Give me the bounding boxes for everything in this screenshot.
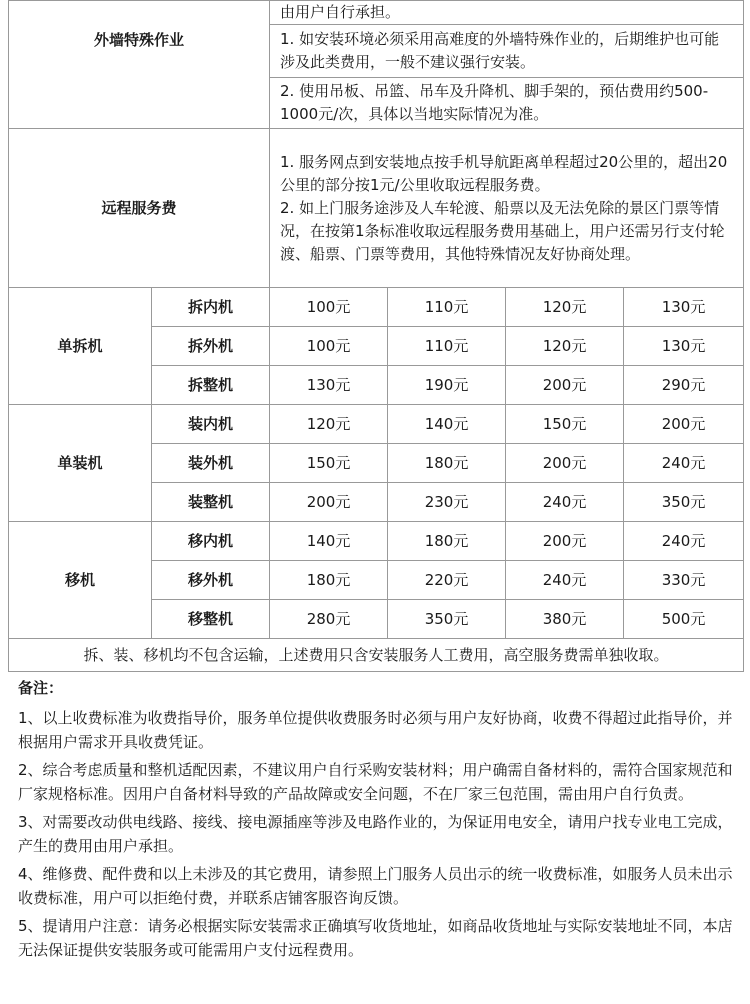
price-cell: 230元 <box>388 483 506 522</box>
special-work-title: 外墙特殊作业 <box>9 1 270 129</box>
group-title-uninstall: 单拆机 <box>9 288 152 405</box>
special-line-2: 2. 使用吊板、吊篮、吊车及升降机、脚手架的，预估费用约500-1000元/次，具体以当地实际情况为准。 <box>270 78 744 129</box>
service-name: 移内机 <box>152 522 270 561</box>
table-row <box>9 288 744 327</box>
group-title-install: 单装机 <box>9 405 152 522</box>
remote-fee-row <box>9 129 744 288</box>
price-cell: 130元 <box>624 288 744 327</box>
remark-item: 3、对需要改动供电线路、接线、接电源插座等涉及电路作业的，为保证用电安全，请用户找专业电工完成，产生的费用由用户承担。 <box>18 813 733 855</box>
remote-fee-desc <box>270 129 744 288</box>
special-carry-row <box>9 1 744 25</box>
price-cell: 290元 <box>624 366 744 405</box>
table-note-row <box>9 639 744 672</box>
fee-table <box>8 0 744 672</box>
price-cell: 200元 <box>506 444 624 483</box>
remark-item: 4、维修费、配件费和以上未涉及的其它费用，请参照上门服务人员出示的统一收费标准，如服务人员未出示收费标准，用户可以拒绝付费，并联系店铺客服咨询反馈。 <box>18 865 733 907</box>
group-title-relocate: 移机 <box>9 522 152 639</box>
price-cell: 180元 <box>270 561 388 600</box>
price-cell: 180元 <box>388 522 506 561</box>
price-cell: 350元 <box>388 600 506 639</box>
price-cell: 330元 <box>624 561 744 600</box>
service-name: 移外机 <box>152 561 270 600</box>
price-cell: 220元 <box>388 561 506 600</box>
price-cell: 240元 <box>624 522 744 561</box>
price-cell: 130元 <box>624 327 744 366</box>
price-cell: 180元 <box>388 444 506 483</box>
remote-fee-title: 远程服务费 <box>9 129 270 288</box>
remark-item: 2、综合考虑质量和整机适配因素，不建议用户自行采购安装材料；用户确需自备材料的，需符合国家规范和厂家规格标准。因用户自备材料导致的产品故障或安全问题，不在厂家三包范围，需由用户自行负责。 <box>18 761 733 803</box>
price-cell: 500元 <box>624 600 744 639</box>
price-cell: 130元 <box>270 366 388 405</box>
table-note: 拆、装、移机均不包含运输，上述费用只含安装服务人工费用，高空服务费需单独收取。 <box>9 639 744 672</box>
price-cell: 100元 <box>270 288 388 327</box>
price-cell: 150元 <box>270 444 388 483</box>
price-cell: 240元 <box>506 483 624 522</box>
price-cell: 200元 <box>624 405 744 444</box>
price-cell: 240元 <box>624 444 744 483</box>
price-cell: 140元 <box>388 405 506 444</box>
service-name: 拆外机 <box>152 327 270 366</box>
price-cell: 110元 <box>388 327 506 366</box>
service-name: 装外机 <box>152 444 270 483</box>
price-cell: 200元 <box>506 366 624 405</box>
service-name: 拆整机 <box>152 366 270 405</box>
service-name: 装整机 <box>152 483 270 522</box>
price-cell: 380元 <box>506 600 624 639</box>
table-row <box>9 405 744 444</box>
remark-item: 1、以上收费标准为收费指导价，服务单位提供收费服务时必须与用户友好协商，收费不得超过此指导价，并根据用户需求开具收费凭证。 <box>18 709 733 751</box>
price-cell: 200元 <box>506 522 624 561</box>
service-name: 拆内机 <box>152 288 270 327</box>
remote-line-2: 2. 如上门服务途涉及人车轮渡、船票以及无法免除的景区门票等情况，在按第1条标准收取远程服务费用基础上，用户还需另行支付轮渡、船票、门票等费用，其他特殊情况友好协商处理。 <box>280 198 725 263</box>
price-cell: 150元 <box>506 405 624 444</box>
price-cell: 190元 <box>388 366 506 405</box>
service-name: 装内机 <box>152 405 270 444</box>
price-cell: 350元 <box>624 483 744 522</box>
special-line-1: 1. 如安装环境必须采用高难度的外墙特殊作业的，后期维护也可能涉及此类费用，一般不建议强行安装。 <box>270 25 744 78</box>
price-cell: 140元 <box>270 522 388 561</box>
price-cell: 280元 <box>270 600 388 639</box>
price-cell: 100元 <box>270 327 388 366</box>
special-carry-text: 由用户自行承担。 <box>270 1 744 25</box>
remote-line-1: 1. 服务网点到安装地点按手机导航距离单程超过20公里的，超出20公里的部分按1元/公里收取远程服务费。 <box>280 152 728 194</box>
price-cell: 200元 <box>270 483 388 522</box>
remarks-section <box>18 676 738 966</box>
price-cell: 110元 <box>388 288 506 327</box>
remark-item: 5、提请用户注意：请务必根据实际安装需求正确填写收货地址，如商品收货地址与实际安装地址不同，本店无法保证提供安装服务或可能需用户支付远程费用。 <box>18 917 733 959</box>
table-row <box>9 522 744 561</box>
price-cell: 120元 <box>270 405 388 444</box>
service-name: 移整机 <box>152 600 270 639</box>
price-cell: 240元 <box>506 561 624 600</box>
price-cell: 120元 <box>506 288 624 327</box>
price-cell: 120元 <box>506 327 624 366</box>
remarks-heading: 备注： <box>18 679 64 697</box>
